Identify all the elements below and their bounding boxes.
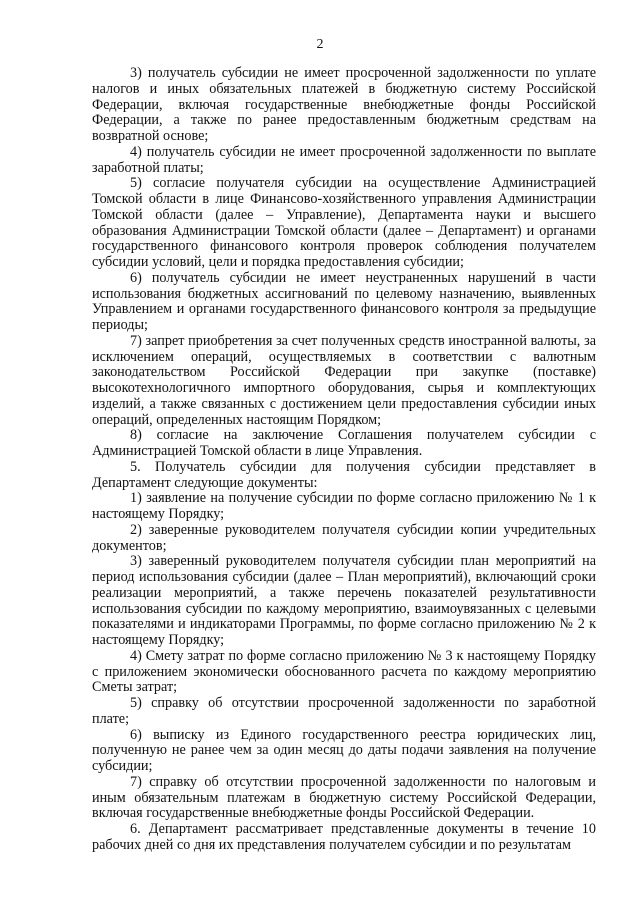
paragraph: 4) получатель субсидии не имеет просроченной задолженности по выплате заработной платы; [92,143,596,176]
paragraph: 2) заверенные руководителем получателя субсидии копии учредительных документов; [92,521,596,554]
paragraph: 7) запрет приобретения за счет полученных средств иностранной валюты, за исключением операций, осуществляемых в соответствии с валютным законодательством Российской Федерации при закупке (поставке) высокотехнологичного импортного оборудования, сырья и комплектующих изделий, а также связанных с достижением цели предоставления субсидии иных операций, определенных настоящим Порядком; [92,332,596,428]
paragraph: 7) справку об отсутствии просроченной задолженности по налоговым и иным обязательным платежам в бюджетную систему Российской Федерации, включая государственные внебюджетные фонды Российской Федерации. [92,773,596,822]
document-body [92,66,596,854]
page-number: 2 [316,37,324,52]
paragraph: 3) получатель субсидии не имеет просроченной задолженности по уплате налогов и иных обязательных платежей в бюджетную систему Российской Федерации, включая государственные внебюджетные фонды Российской Федерации, а также по ранее предоставленным бюджетным средствам на возвратной основе; [92,65,596,144]
paragraph: 6. Департамент рассматривает представленные документы в течение 10 рабочих дней со дня их представления получателем субсидии и по результатам [92,821,596,853]
paragraph: 1) заявление на получение субсидии по форме согласно приложению № 1 к настоящему Порядку; [92,490,596,522]
paragraph: 8) согласие на заключение Соглашения получателем субсидии с Администрацией Томской области в лице Управления. [92,427,596,459]
paragraph: 3) заверенный руководителем получателя субсидии план мероприятий на период использования субсидии (далее – План мероприятий), включающий сроки реализации мероприятий, а также перечень показателей результативности использования субсидии по каждому мероприятию, взаимоувязанных с целевыми показателями и индикаторами Программы, по форме согласно приложению № 2 к настоящему Порядку; [92,553,596,648]
paragraph: 4) Смету затрат по форме согласно приложению № 3 к настоящему Порядку с приложением экономически обоснованного расчета по каждому мероприятию Сметы затрат; [92,647,596,696]
paragraph: 6) выписку из Единого государственного реестра юридических лиц, полученную не ранее чем за один месяц до даты подачи заявления на получение субсидии; [92,726,596,774]
paragraph: 6) получатель субсидии не имеет неустраненных нарушений в части использования бюджетных ассигнований по целевому назначению, выявленных Управлением и органами государственного финансового контроля за предыдущие периоды; [92,269,596,333]
paragraph: 5) справку об отсутствии просроченной задолженности по заработной плате; [92,695,596,727]
paragraph: 5) согласие получателя субсидии на осуществление Администрацией Томской области в лице Финансово-хозяйственного управления Администрации Томской области (далее – Управление), Департамента науки и высшего образования Администрации Томской области (далее – Департамент) и органами государственного финансового контроля проверок соблюдения получателем субсидии условий, цели и порядка предоставления субсидии; [92,175,596,270]
paragraph: 5. Получатель субсидии для получения субсидии представляет в Департамент следующие документы: [92,458,596,491]
